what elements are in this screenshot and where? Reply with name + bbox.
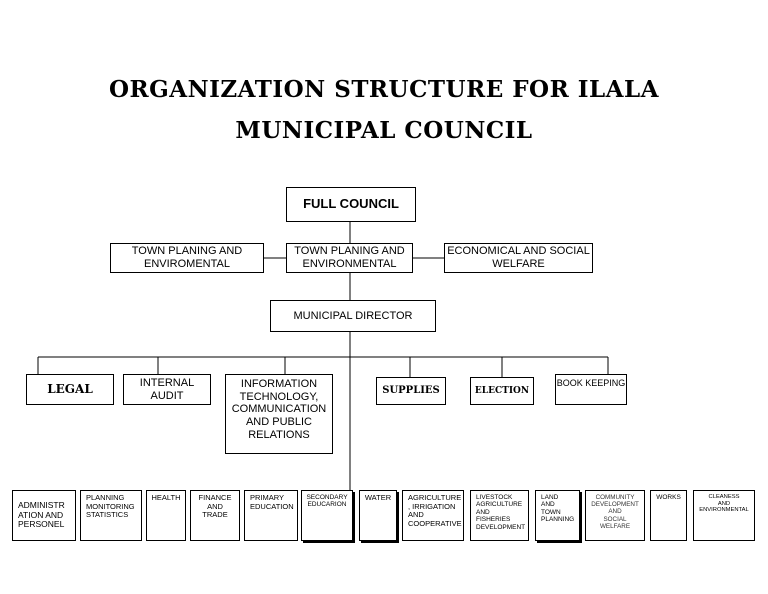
internal-audit-box: INTERNAL AUDIT	[123, 374, 211, 405]
chart-title-line-1: ORGANIZATION STRUCTURE FOR ILALA	[108, 76, 660, 103]
department-box: ADMINISTR ATION AND PERSONEL	[12, 490, 76, 541]
chart-title-line-2: MUNICIPAL COUNCIL	[235, 117, 533, 144]
municipal-director-box: MUNICIPAL DIRECTOR	[270, 300, 436, 332]
supplies-box: SUPPLIES	[376, 377, 446, 405]
economical-social-box: ECONOMICAL AND SOCIAL WELFARE	[444, 243, 593, 273]
department-box: LIVESTOCK AGRICULTURE AND FISHERIES DEVELOPMENT	[470, 490, 529, 541]
department-box: WORKS	[650, 490, 687, 541]
town-planning-center-box: TOWN PLANING AND ENVIRONMENTAL	[286, 243, 413, 273]
department-box: HEALTH	[146, 490, 186, 541]
department-box: PLANNING MONITORING STATISTICS	[80, 490, 142, 541]
department-box: SECONDARY EDUCARION	[301, 490, 353, 541]
department-box: LAND AND TOWN PLANNING	[535, 490, 580, 541]
legal-box: LEGAL	[26, 374, 114, 405]
department-box: AGRICULTURE , IRRIGATION AND COOPERATIVE	[402, 490, 464, 541]
full-council-box: FULL COUNCIL	[286, 187, 416, 222]
book-keeping-box: BOOK KEEPING	[555, 374, 627, 405]
department-box: CLEANESS AND ENVIRONMENTAL	[693, 490, 755, 541]
department-box: COMMUNITY DEVELOPMENT AND SOCIAL WELFARE	[585, 490, 645, 541]
department-box: FINANCE AND TRADE	[190, 490, 240, 541]
department-box: PRIMARY EDUCATION	[244, 490, 298, 541]
town-planning-left-box: TOWN PLANING AND ENVIROMENTAL	[110, 243, 264, 273]
election-box: ELECTION	[470, 377, 534, 405]
department-box: WATER	[359, 490, 397, 541]
information-technology-box: INFORMATION TECHNOLOGY, COMMUNICATION AND PUBLIC RELATIONS	[225, 374, 333, 454]
